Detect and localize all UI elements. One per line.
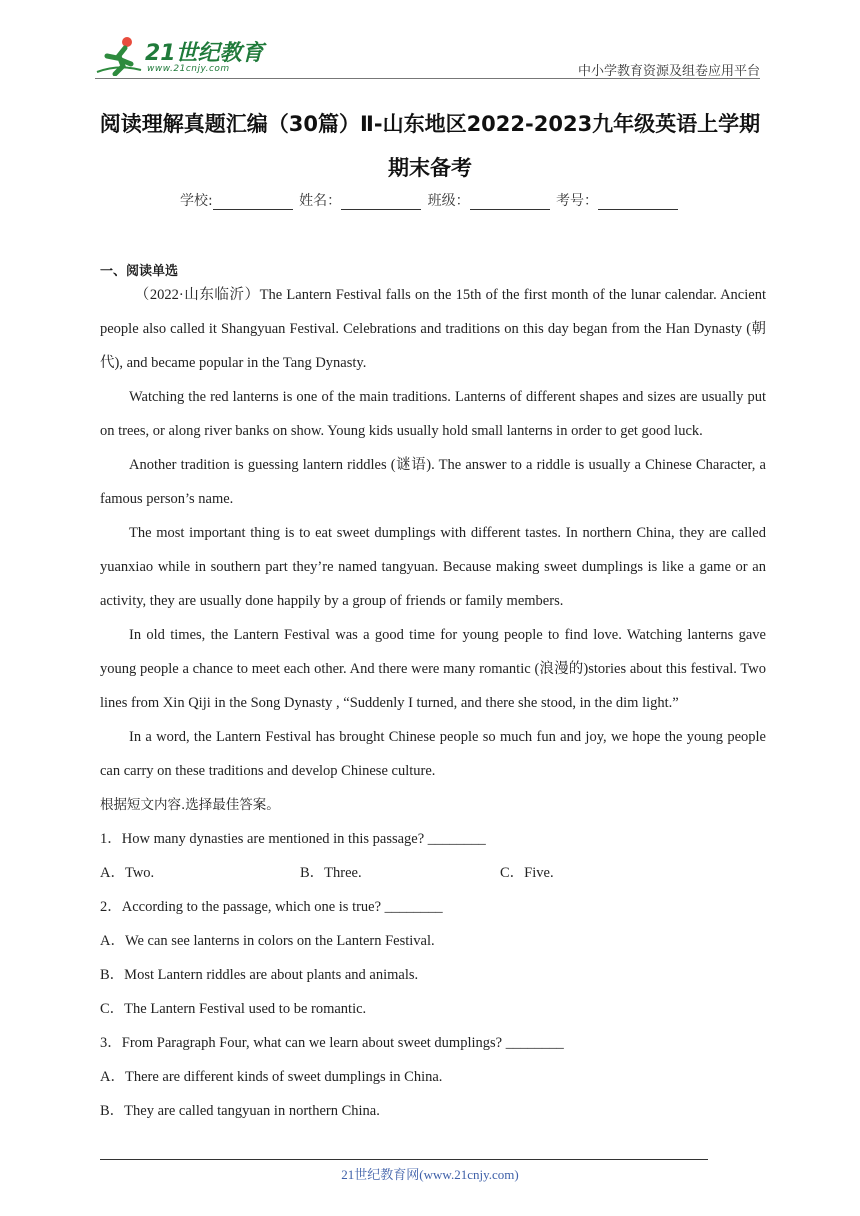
platform-label: 中小学教育资源及组卷应用平台 bbox=[577, 63, 760, 78]
name-label: 姓名： bbox=[299, 193, 342, 209]
exam-no-label: 考号： bbox=[556, 193, 599, 209]
q2-option-c: C．The Lantern Festival used to be romantic. bbox=[100, 1001, 367, 1017]
page-header bbox=[95, 30, 760, 78]
question-1-stem: 1．How many dynasties are mentioned in this passage? ________ bbox=[100, 831, 486, 847]
q2-option-b: B．Most Lantern riddles are about plants and animals. bbox=[100, 967, 419, 983]
site-logo bbox=[95, 34, 265, 78]
logo-url: www.21cnjy.com bbox=[147, 64, 230, 74]
paragraph-3: Another tradition is guessing lantern riddles (谜语). The answer to a riddle is usually a Chinese Character, a famous person’s name. bbox=[100, 457, 766, 507]
school-blank bbox=[213, 195, 293, 210]
document-title-line1: 阅读理解真题汇编（30篇）Ⅱ-山东地区2022-2023九年级英语上学期 bbox=[99, 112, 761, 136]
section-heading: 一、阅读单选 bbox=[100, 264, 179, 279]
exam-no-blank bbox=[598, 195, 678, 210]
q2-option-a: A．We can see lanterns in colors on the Lantern Festival. bbox=[100, 933, 435, 949]
class-blank bbox=[470, 195, 550, 210]
paragraph-6: In a word, the Lantern Festival has brought Chinese people so much fun and joy, we hope the young people can carry on these traditions and develop Chinese culture. bbox=[100, 729, 766, 779]
name-blank bbox=[341, 195, 421, 210]
passage-body bbox=[100, 278, 766, 1128]
document-title-line2: 期末备考 bbox=[388, 156, 472, 180]
paragraph-1: （2022·山东临沂）The Lantern Festival falls on the 15th of the first month of the lunar calendar. Ancient people also called it Shangyuan Festival. Celebrations and traditions on this day began from the Han Dynasty (朝代), and became popular in the Tang Dynasty. bbox=[100, 287, 766, 371]
runner-logo-icon bbox=[95, 34, 143, 76]
paragraph-4: The most important thing is to eat sweet dumplings with different tastes. In northern China, they are called yuanxiao while in southern part they’re named tangyuan. Because making sweet dumplings is like a game or an activity, they are usually done happily by a group of friends or family members. bbox=[100, 525, 766, 609]
paragraph-2: Watching the red lanterns is one of the main traditions. Lanterns of different shapes and sizes are usually put on trees, or along river banks on show. Young kids usually hold small lanterns in order to get good luck. bbox=[100, 389, 766, 439]
question-1-options bbox=[100, 856, 766, 890]
footer-divider bbox=[100, 1159, 708, 1160]
q1-option-b: B．Three. bbox=[300, 865, 362, 881]
class-label: 班级： bbox=[427, 193, 470, 209]
footer-link[interactable]: 21世纪教育网(www.21cnjy.com) bbox=[341, 1167, 519, 1182]
question-3-stem: 3．From Paragraph Four, what can we learn about sweet dumplings? ________ bbox=[100, 1035, 564, 1051]
q3-option-b: B．They are called tangyuan in northern China. bbox=[100, 1103, 380, 1119]
student-info-line bbox=[0, 190, 860, 210]
question-2-stem: 2．According to the passage, which one is true? ________ bbox=[100, 899, 443, 915]
q1-option-a: A．Two. bbox=[100, 865, 155, 881]
header-divider bbox=[95, 78, 760, 79]
q3-option-a: A．There are different kinds of sweet dumplings in China. bbox=[100, 1069, 443, 1085]
school-label: 学校: bbox=[179, 193, 213, 209]
instruction: 根据短文内容.选择最佳答案。 bbox=[100, 797, 280, 813]
paragraph-5: In old times, the Lantern Festival was a good time for young people to find love. Watching lanterns gave young people a chance to meet each other. And there were many romantic (浪漫的)stories about this festival. Two lines from Xin Qiji in the Song Dynasty , “Suddenly I turned, and there she stood, in the dim light.” bbox=[100, 627, 766, 711]
q1-option-c: C．Five. bbox=[500, 865, 554, 881]
logo-text: 21世纪教育 bbox=[145, 41, 264, 66]
